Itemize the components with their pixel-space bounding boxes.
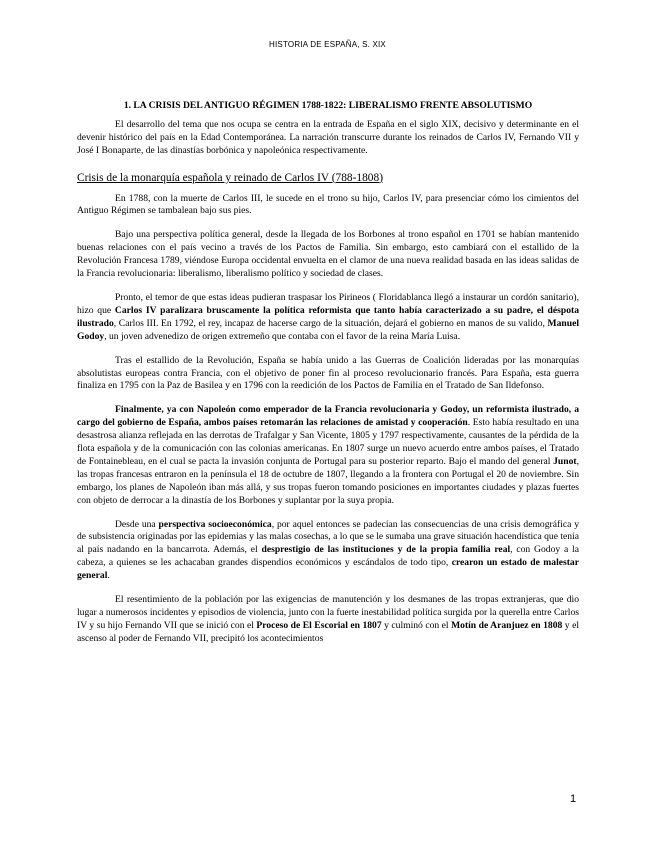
paragraph-text: Pronto, el temor de que estas ideas pudieran traspasar los Pirineos ( Floridablanca llegó a instaurar un cordón sanitario), hizo que xyxy=(77,291,579,316)
paragraph-text: En 1788, con la muerte de Carlos III, le sucede en el trono su hijo, Carlos IV, para presenciar cómo los cimientos del Antiguo Régimen se tambalean bajo sus pies. xyxy=(77,192,579,217)
emphasis-text: Manuel Godoy xyxy=(77,317,579,342)
body-paragraph xyxy=(77,292,579,344)
body-paragraph xyxy=(77,519,579,584)
paragraph-text: , un joven advenedizo de origen extremeño que contaba con el favor de la reina María Luisa. xyxy=(104,330,461,342)
paragraph-text: y el ascenso al poder de Fernando VII, precipitó los acontecimientos xyxy=(77,619,579,644)
body-paragraph xyxy=(77,594,579,646)
body-paragraph xyxy=(77,193,579,219)
paragraph-text: , por aquel entonces se padecían las consecuencias de una crisis demográfica y de subsistencia originadas por las epidemias y las malas cosechas, a lo que se le sumaba una grave situación hacendística que tenía al país nadando en la bancarrota. Además, el xyxy=(77,518,580,556)
body-paragraph xyxy=(77,355,579,394)
paragraph-text: . xyxy=(107,570,110,582)
body-paragraph xyxy=(77,404,579,507)
emphasis-text: Junot xyxy=(553,455,577,467)
paragraph-text: , con Godoy a la cabeza, a quienes se les achacaban grandes dispendios económicos y escándalos de todo tipo, xyxy=(77,544,579,569)
paragraph-text: Desde una xyxy=(115,518,159,530)
section-title: Crisis de la monarquía española y reinado de Carlos IV (788-1808) xyxy=(77,171,383,184)
emphasis-text: perspectiva socioeconómica xyxy=(158,518,272,530)
paragraph-text: Tras el estallido de la Revolución, España se había unido a las Guerras de Coalición lideradas por las monarquías absolutistas europeas contra Francia, con el objetivo de poner fin al proceso revolucionario francés. Para España, esta guerra finaliza en 1795 con la Paz de Basilea y en 1796 con la reedición de los Pactos de Familia en el Tratado de San Ildefonso. xyxy=(77,354,579,392)
running-header: HISTORIA DE ESPAÑA, S. XIX xyxy=(269,40,386,49)
paragraph-text: Bajo una perspectiva política general, desde la llegada de los Borbones al trono español en 1701 se habían mantenido buenas relaciones con el país vecino a través de los Pactos de Familia. Sin embargo, esto cambiará con el estallido de la Revolución Francesa 1789, viéndose Europa occidental envuelta en el clamor de una nueva realidad basada en las ideas salidas de la Francia revolucionaria: liberalismo, liberalismo político y sociedad de clases. xyxy=(77,229,579,280)
chapter-title: 1. LA CRISIS DEL ANTIGUO RÉGIMEN 1788-1822: LIBERALISMO FRENTE ABSOLUTISMO xyxy=(123,100,533,111)
page-number: 1 xyxy=(570,793,577,805)
body-paragraph xyxy=(77,229,579,281)
paragraph-text: , Carlos III. En 1792, el rey, incapaz de hacerse cargo de la situación, dejará el gobierno en manos de su valido, xyxy=(113,317,548,329)
emphasis-text: Proceso de El Escorial en 1807 xyxy=(256,619,382,631)
emphasis-text: Motín de Aranjuez en 1808 xyxy=(451,619,563,631)
paragraph-text: y culminó con el xyxy=(381,619,452,631)
emphasis-text: crearon un estado de malestar general xyxy=(77,557,579,582)
emphasis-text: Carlos IV paralizara bruscamente la política reformista que tanto había caracterizado a su padre, el déspota ilustrado xyxy=(77,304,579,329)
page-content xyxy=(77,100,579,657)
emphasis-text: desprestigio de las instituciones y de la propia familia real xyxy=(261,544,511,556)
paragraph-text: . Esto había resultado en una desastrosa alianza reflejada en las derrotas de Trafalgar y San Vicente, 1805 y 1797 respectivamente, causantes de la pérdida de la flota española y de la comunicación con las colonias americanas. En 1807 surge un nuevo acuerdo entre ambos países, el Tratado de Fontainebleau, en el cual se pacta la invasión conjunta de Portugal para su posterior reparto. Bajo el mando del general xyxy=(77,417,580,467)
paragraph-text: , las tropas francesas entraron en la península el 18 de octubre de 1807, llegando a la frontera con Portugal el 20 de noviembre. Sin embargo, los planes de Napoleón iban más allá, y sus tropas fueron tomando posiciones en importantes ciudades y plazas fuertes con objeto de derrocar a la dinastía de los Borbones y suplantar por la suya propia. xyxy=(77,455,579,506)
body-paragraphs xyxy=(77,193,579,646)
emphasis-text: Finalmente, ya con Napoleón como emperador de la Francia revolucionaria y Godoy, un reformista ilustrado, a cargo del gobierno de España, ambos países retomarán las relaciones de amistad y cooperación xyxy=(77,404,579,429)
paragraph-text: El resentimiento de la población por las exigencias de manutención y los desmanes de las tropas extranjeras, que dio lugar a numerosos incidentes y episodios de violencia, junto con la fuerte inestabilidad política surgida por la querella entre Carlos IV y su hijo Fernando VII que se inició con el xyxy=(77,594,579,631)
intro-paragraph: El desarrollo del tema que nos ocupa se centra en la entrada de España en el siglo XIX, decisivo y determinante en el devenir histórico del país en la Edad Contemporánea. La narración transcurre durante los reinados de Carlos IV, Fernando VII y José I Bonaparte, de las dinastías borbónica y napoleónica respectivamente. xyxy=(77,118,579,156)
